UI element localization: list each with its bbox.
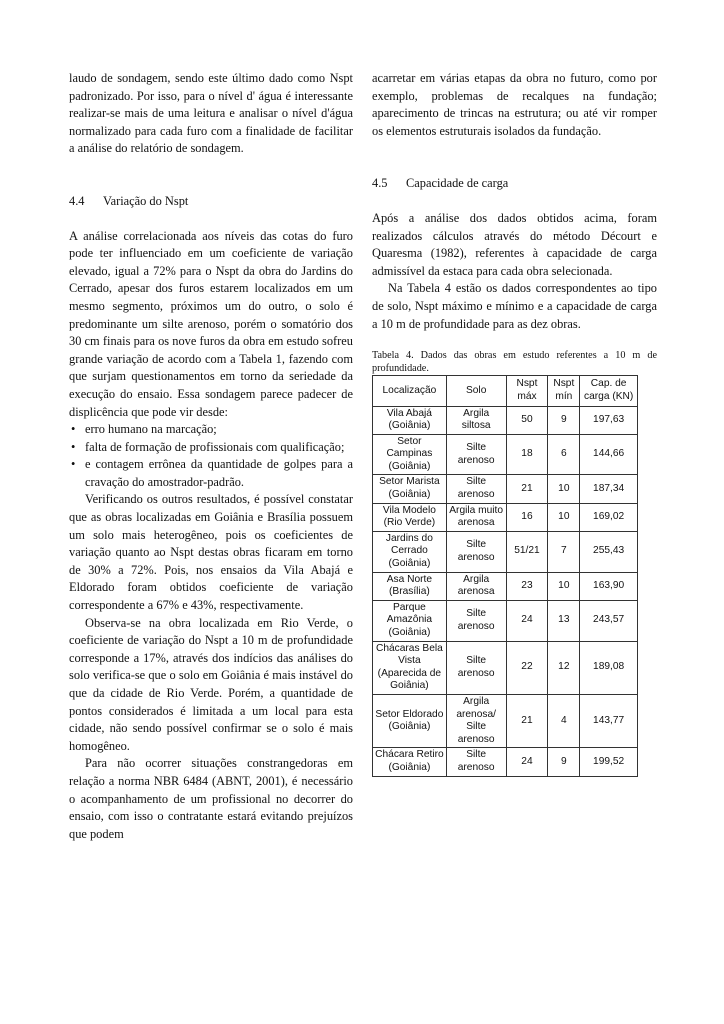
table-cell: 21 [506,475,548,503]
table-row [373,748,638,776]
table-cell: 23 [506,572,548,600]
table-cell: 4 [548,694,580,747]
table-cell: 16 [506,503,548,531]
bullet-list [69,421,353,491]
bullet-item: • falta de formação de profissionais com qualificação; [69,439,353,457]
table-cell: Setor Campinas (Goiânia) [373,434,447,475]
table-cell: Silte arenoso [446,641,506,694]
table-caption: Tabela 4. Dados das obras em estudo referentes a 10 m de profundidade. [372,350,657,374]
table-cell: Argila siltosa [446,406,506,434]
table-cell: 13 [548,600,580,641]
table-cell: 7 [548,531,580,572]
column-header: Localização [373,376,447,406]
table-cell: Silte arenoso [446,531,506,572]
column-header: Nspt máx [506,376,548,406]
table-cell: 6 [548,434,580,475]
table-cell: 187,34 [580,475,638,503]
table-cell: Vila Modelo (Rio Verde) [373,503,447,531]
bullet-item: • e contagem errônea da quantidade de golpes para a cravação do amostrador-padrão. [69,456,353,491]
table-header-row [373,376,638,406]
paragraph: Na Tabela 4 estão os dados correspondentes ao tipo de solo, Nspt máximo e mínimo e a capacidade de carga a 10 m de profundidade para as dez obras. [372,281,657,331]
table-cell: 10 [548,503,580,531]
table-cell: 24 [506,600,548,641]
table-cell: 143,77 [580,694,638,747]
table-cell: Argila muito arenosa [446,503,506,531]
section-heading-4-5 [372,175,657,193]
table-cell: 169,02 [580,503,638,531]
table-cell: Argila arenosa/ Silte arenoso [446,694,506,747]
section-title: Variação do Nspt [103,193,189,208]
section-number: 4.5 [372,176,388,191]
table-cell: 24 [506,748,548,776]
table-cell: Setor Eldorado (Goiânia) [373,694,447,747]
table-cell: Setor Marista (Goiânia) [373,475,447,503]
table-cell: 12 [548,641,580,694]
table-cell: Silte arenoso [446,475,506,503]
table-cell: 9 [548,748,580,776]
table-cell: 199,52 [580,748,638,776]
table-cell: 189,08 [580,641,638,694]
table-row [373,475,638,503]
table-cell: Chácara Retiro (Goiânia) [373,748,447,776]
column-header: Nspt mín [548,376,580,406]
table-cell: Chácaras Bela Vista (Aparecida de Goiânia) [373,641,447,694]
table-cell: Silte arenoso [446,434,506,475]
paragraph: Após a análise dos dados obtidos acima, foram realizados cálculos através do método Décourt e Quaresma (1982), referentes à capacidade de carga admissível da estaca para cada obra selecionada. [372,210,657,278]
table-cell: Silte arenoso [446,748,506,776]
table-cell: Silte arenoso [446,600,506,641]
continued-paragraph: laudo de sondagem, sendo este último dado como Nspt padronizado. Por isso, para o nível d' água é interessante realizar-se mais de uma leitura e analisar o nível d'água normalizado para cada furo com a finalidade de facilitar a análise do relatório de sondagem. [69,71,353,156]
table-row [373,434,638,475]
left-column [69,70,353,843]
table-row [373,572,638,600]
continued-paragraph: acarretar em várias etapas da obra no futuro, como por exemplo, problemas de recalques na fundação; aparecimento de trincas na estrutura; ou até vir romper os elementos estruturais isolados da fundação. [372,71,657,138]
column-header: Cap. de carga (KN) [580,376,638,406]
table-cell: 50 [506,406,548,434]
table-row [373,641,638,694]
paragraph: A análise correlacionada aos níveis das cotas do furo pode ter influenciado em um coeficiente de variação elevado, igual a 72% para o Nspt da obra do Jardins do Cerrado, apesar dos furos estarem localizados em um mesmo segmento, próximos um do outro, o solo é predominante um silte arenoso, porém o somatório dos 30 cm finais para os nove furos da obra em estudo sofreu grande variação de acordo com a Tabela 1, fazendo com que surjam questionamentos em torno da seriedade da execução do ensaio. Essa sondagem parece padecer de displicência que pode vir desde: [69,228,353,419]
table-cell: Parque Amazônia (Goiânia) [373,600,447,641]
right-column [372,70,657,777]
table-cell: 10 [548,475,580,503]
table-cell: 163,90 [580,572,638,600]
section-title: Capacidade de carga [406,176,509,191]
table-cell: 9 [548,406,580,434]
table-row [373,503,638,531]
table-row [373,406,638,434]
data-table [372,375,638,776]
table-cell: 22 [506,641,548,694]
table-cell: 18 [506,434,548,475]
table-cell: Argila arenosa [446,572,506,600]
table-cell: Vila Abajá (Goiânia) [373,406,447,434]
table-cell: 243,57 [580,600,638,641]
table-cell: 51/21 [506,531,548,572]
table-cell: Jardins do Cerrado (Goiânia) [373,531,447,572]
column-header: Solo [446,376,506,406]
table-cell: 255,43 [580,531,638,572]
table-row [373,600,638,641]
table-cell: 10 [548,572,580,600]
table-cell: Asa Norte (Brasília) [373,572,447,600]
bullet-item: • erro humano na marcação; [69,421,353,439]
table-cell: 144,66 [580,434,638,475]
table-row [373,694,638,747]
section-heading-4-4 [69,193,353,211]
table-row [373,531,638,572]
paragraph: Verificando os outros resultados, é possível constatar que as obras localizadas em Goiânia e Brasília possuem um solo mais heterogêneo, pois os coeficientes de variação quanto ao Nspt destas obras ficaram em torno de 30% a 72%. Pois, nos ensaios da Vila Abajá e Eldorado foram obtidos coeficiente de variação correspondente a 67% e 43%, respectivamente. [69,492,353,613]
table-cell: 197,63 [580,406,638,434]
table-cell: 21 [506,694,548,747]
paragraph: Para não ocorrer situações constrangedoras em relação a norma NBR 6484 (ABNT, 2001), é necessário o acompanhamento de um profissional no decorrer do ensaio, com isso o contratante estará evitando prejuízos que podem [69,756,353,841]
paragraph: Observa-se na obra localizada em Rio Verde, o coeficiente de variação do Nspt a 10 m de profundidade corresponde a 17%, através dos indícios das análises do solo verifica-se que o solo em Goiânia é mais instável do que da cidade de Rio Verde. Porém, a quantidade de pontos considerados é limitada a um local para esta cidade, não sendo possível confirmar se o solo é mais homogêneo. [69,615,353,753]
section-number: 4.4 [69,193,85,208]
